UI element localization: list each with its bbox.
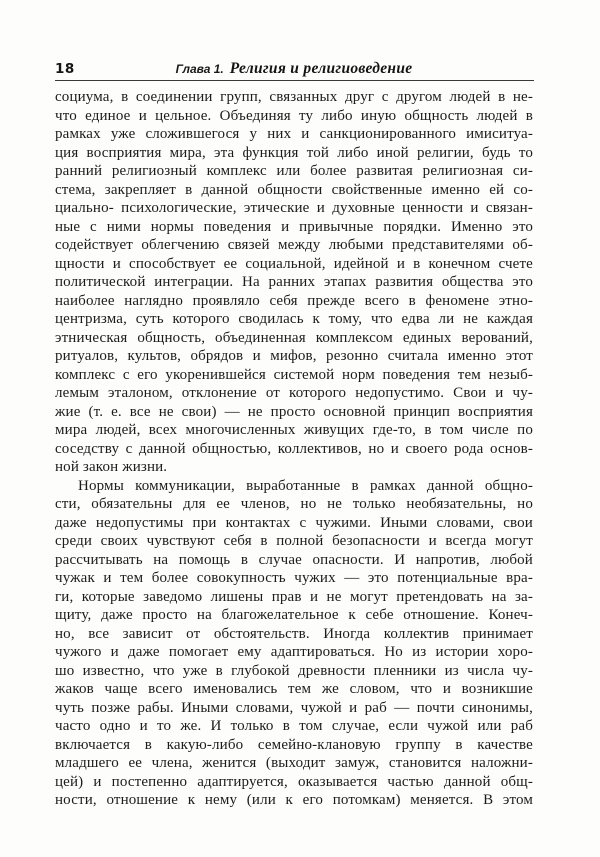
text-line: чужак и тем более совокупность чужих — это потенциальные вра- (55, 570, 533, 586)
text-line: центризма, суть которого сводилась к тому, что едва ли не каждая (55, 311, 533, 327)
text-line: щности и способствует ее социальной, идейной и в конечном счете (55, 255, 533, 272)
text-line: чуть позже рабы. Иными словами, чужой и раб — почти синонимы, (55, 699, 533, 716)
paragraph (55, 477, 533, 810)
text-line: комплекс с его укоренившейся системой норм поведения тем незыб- (55, 366, 533, 383)
text-line: ритуалов, культов, обрядов и мифов, резонно считала именно этот (55, 348, 533, 364)
text-line: ности, отношение к нему (или к его потомкам) меняется. В этом (55, 792, 533, 808)
text-line: рамках уже сложившегося у них и санкционированного имиситуа- (55, 126, 533, 142)
text-line: что единое и цельное. Объединяя ту либо иную общность людей в (55, 107, 533, 124)
page-number: 18 (55, 61, 75, 77)
text-line: среди своих чувствуют себя в полной безопасности и всегда могут (55, 533, 533, 549)
text-line: стема, закрепляет в данной общности свойственные именно ей со- (55, 181, 533, 198)
text-line: сти, обязательны для ее членов, но не только необязательны, но (55, 496, 533, 512)
text-line: часто одно и то же. И только в том случае, если чужой или раб (55, 718, 533, 734)
text-line: ция восприятия мира, эта функция той либо иной религии, будь то (55, 144, 533, 161)
text-line: политической интеграции. На ранних этапах развития общества это (55, 274, 533, 290)
chapter-title: Религия и религиоведение (229, 60, 413, 77)
text-line: щиту, даже просто на благожелательное к себе отношение. Конеч- (55, 607, 533, 623)
paragraph (55, 88, 533, 477)
page-header (55, 58, 533, 79)
running-head (55, 60, 533, 78)
text-line: Нормы коммуникации, выработанные в рамках данной общно- (78, 477, 533, 494)
text-line: ной закон жизни. (55, 459, 168, 475)
text-line: содействует облегчению связей между любыми представителями об- (55, 237, 533, 253)
text-line: наиболее наглядно проявляло себя прежде всего в феномене этно- (55, 292, 533, 309)
text-line: младшего ее члена, женится (выходит замуж, становится наложни- (55, 755, 533, 771)
text-line: ранний религиозный комплекс или более развитая религиозная си- (55, 163, 533, 179)
text-line: рассчитывать на помощь в случае опасности. И напротив, любой (55, 551, 533, 568)
text-line: жаков чаще всего именовались тем же словом, что и возникшие (55, 681, 533, 697)
text-line: жие (т. е. все не свои) — не просто основной принцип восприятия (55, 403, 533, 420)
text-line: цей) и постепенно адаптируется, оказывается частью данной общ- (55, 773, 533, 790)
page-text (55, 88, 533, 810)
text-line: социума, в соединении групп, связанных друг с другом людей в не- (55, 89, 533, 105)
text-line: шо известно, что уже в глубокой древности пленники из числа чу- (55, 662, 533, 679)
text-line: лемым эталоном, отклонение от которого недопустимо. Свои и чу- (55, 385, 533, 401)
text-line: мира людей, всех многочисленных живущих где-то, в том числе по (55, 422, 533, 438)
chapter-label: Глава 1. (175, 62, 224, 76)
text-line: этническая общность, объединенная комплексом единых верований, (55, 329, 533, 346)
text-line: ные с ними нормы поведения и привычные порядки. Именно это (55, 218, 533, 235)
text-line: чужого и даже помогает ему адаптироваться. Но из истории хоро- (55, 644, 533, 660)
text-line: ги, которые заведомо лишены прав и не могут претендовать на за- (55, 588, 533, 605)
text-line: но, все зависит от обстоятельств. Иногда коллектив принимает (55, 625, 533, 642)
text-line: циально- психологические, этические и духовные ценности и связан- (55, 200, 533, 216)
text-line: включается в какую-либо семейно-клановую группу в качестве (55, 736, 533, 753)
text-line: соседству с данной общностью, коллективов, но и своего рода основ- (55, 440, 533, 457)
header-rule (55, 80, 534, 81)
text-line: даже недопустимы при контактах с чужими. Иными словами, свои (55, 514, 533, 531)
